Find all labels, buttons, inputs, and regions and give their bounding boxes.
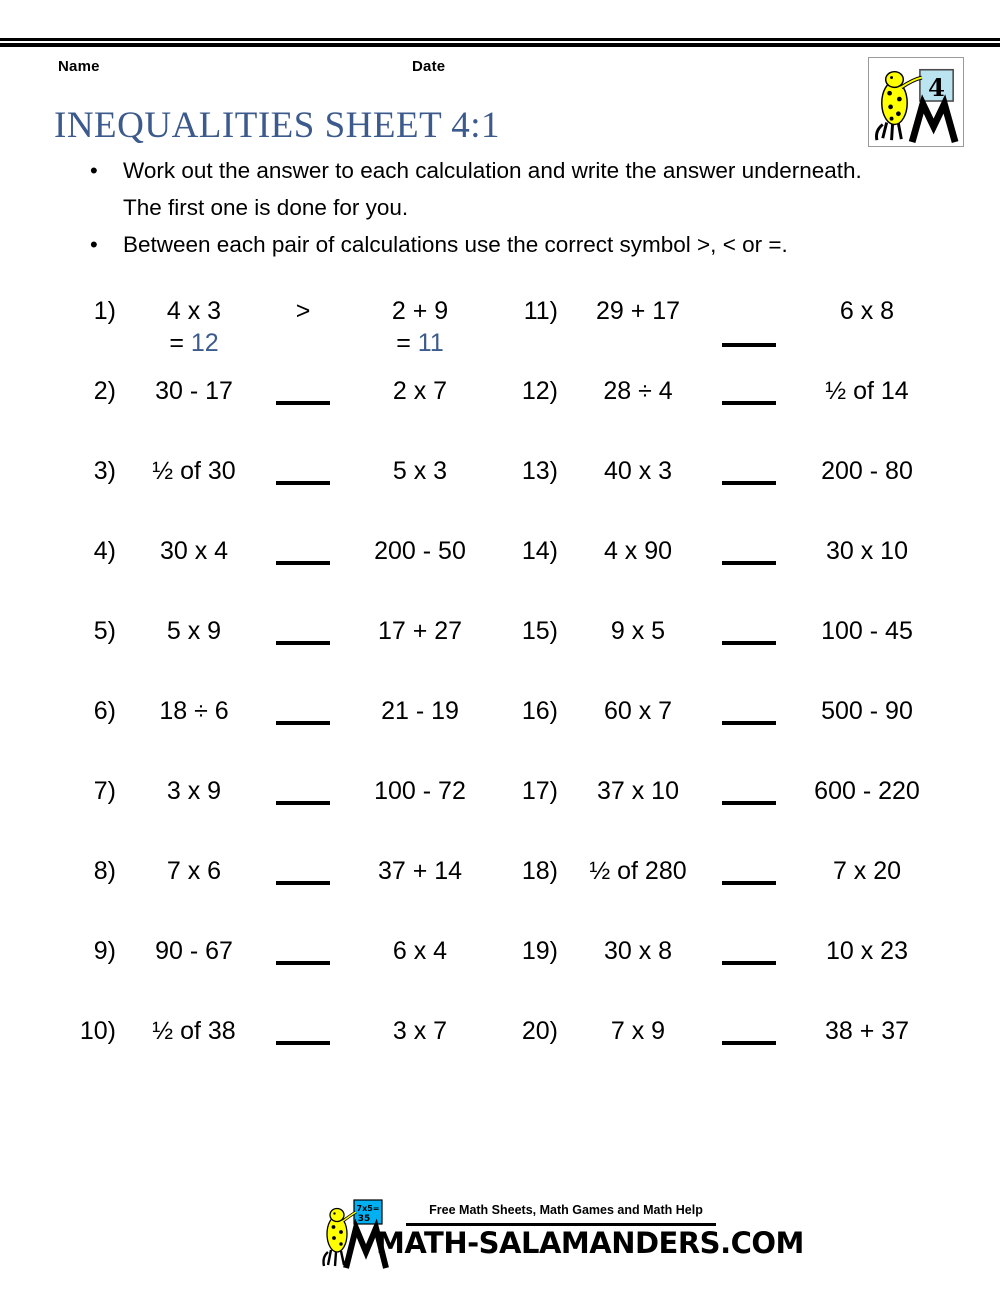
problem-17 (500, 768, 948, 848)
problem-number: 17) (521, 777, 558, 805)
expression-right: 6 x 8 (839, 297, 895, 325)
answer-blank[interactable] (276, 641, 330, 645)
problem-number: 1) (93, 297, 116, 325)
problem-6 (58, 688, 488, 768)
problem-1 (58, 288, 488, 368)
expression-left: 18 ÷ 6 (159, 697, 229, 725)
problem-16 (500, 688, 948, 768)
bullet-icon: • (90, 158, 98, 183)
problem-row (0, 848, 1000, 928)
answer-blank[interactable] (276, 481, 330, 485)
expression-right: 2 x 7 (392, 377, 448, 405)
footer-tagline: Free Math Sheets, Math Games and Math Help (429, 1203, 703, 1217)
problem-14 (500, 528, 948, 608)
problem-number: 18) (521, 857, 558, 885)
instruction-item-2 (84, 226, 944, 263)
problem-row (0, 768, 1000, 848)
problem-5 (58, 608, 488, 688)
svg-text:35: 35 (357, 1214, 371, 1224)
problem-number: 9) (93, 937, 116, 965)
problem-number: 5) (93, 617, 116, 645)
problem-row (0, 928, 1000, 1008)
problem-number: 19) (521, 937, 558, 965)
equals-sign: = (169, 329, 184, 357)
problem-number: 12) (521, 377, 558, 405)
answer-blank[interactable] (276, 801, 330, 805)
expression-right: 30 x 10 (825, 537, 908, 565)
expression-left: 37 x 10 (596, 777, 679, 805)
top-border-rule (0, 38, 1000, 47)
answer-blank[interactable] (722, 343, 776, 347)
expression-right: 37 + 14 (377, 857, 463, 885)
problem-11 (500, 288, 948, 368)
expression-left: 7 x 6 (166, 857, 222, 885)
instruction-text-1: Work out the answer to each calculation and write the answer underneath. (123, 158, 862, 183)
expression-left: 30 x 4 (159, 537, 229, 565)
date-label: Date (412, 58, 446, 75)
expression-right: 200 - 80 (821, 457, 913, 485)
expression-left: 30 - 17 (155, 377, 233, 405)
svg-text:4: 4 (928, 73, 946, 103)
problem-15 (500, 608, 948, 688)
instructions-list (84, 152, 944, 263)
expression-left: ½ of 280 (589, 857, 687, 885)
problem-row (0, 528, 1000, 608)
expression-left: 60 x 7 (603, 697, 673, 725)
answer-blank[interactable] (276, 961, 330, 965)
expression-right: 6 x 4 (392, 937, 448, 965)
expression-left: 28 ÷ 4 (603, 377, 673, 405)
problems-grid (0, 288, 1000, 1088)
problem-number: 6) (93, 697, 116, 725)
problem-row (0, 608, 1000, 688)
salamander-easel-logo-icon (868, 57, 964, 147)
expression-right: 2 + 9 (391, 297, 449, 325)
expression-left: 4 x 90 (603, 537, 673, 565)
expression-left: ½ of 30 (152, 457, 236, 485)
problem-row (0, 688, 1000, 768)
problem-18 (500, 848, 948, 928)
answer-blank[interactable] (276, 881, 330, 885)
problem-row (0, 448, 1000, 528)
problem-number: 11) (523, 297, 558, 325)
answer-blank[interactable] (722, 721, 776, 725)
problem-number: 4) (93, 537, 116, 565)
answer-value-left: 12 (190, 329, 219, 357)
worked-answer-left (120, 328, 268, 358)
instruction-text-2: Between each pair of calculations use the correct symbol >, < or =. (123, 232, 788, 257)
answer-blank[interactable] (722, 561, 776, 565)
answer-blank[interactable] (276, 401, 330, 405)
problem-number: 8) (93, 857, 116, 885)
name-date-row (0, 58, 1000, 84)
answer-blank[interactable] (722, 401, 776, 405)
footer (320, 1196, 804, 1272)
answer-blank[interactable] (722, 801, 776, 805)
instruction-text-1b: The first one is done for you. (123, 195, 409, 220)
problem-number: 7) (93, 777, 116, 805)
expression-right: 100 - 72 (374, 777, 466, 805)
problem-number: 3) (93, 457, 116, 485)
expression-right: 7 x 20 (832, 857, 902, 885)
worked-answer-right (340, 328, 500, 358)
page-title: INEQUALITIES SHEET 4:1 (54, 105, 501, 146)
problem-8 (58, 848, 488, 928)
problem-10 (58, 1008, 488, 1088)
problem-row (0, 288, 1000, 368)
expression-left: 30 x 8 (603, 937, 673, 965)
svg-text:7x5=: 7x5= (356, 1204, 380, 1213)
expression-right: 17 + 27 (377, 617, 463, 645)
expression-right: 600 - 220 (814, 777, 920, 805)
problem-number: 2) (93, 377, 116, 405)
expression-right: 3 x 7 (392, 1017, 448, 1045)
answer-blank[interactable] (722, 481, 776, 485)
expression-left: 5 x 9 (166, 617, 222, 645)
answer-blank[interactable] (722, 881, 776, 885)
expression-right: 38 + 37 (824, 1017, 910, 1045)
expression-right: 100 - 45 (821, 617, 913, 645)
expression-left: 3 x 9 (166, 777, 222, 805)
problem-13 (500, 448, 948, 528)
problem-20 (500, 1008, 948, 1088)
instruction-item-1 (84, 152, 944, 189)
bullet-icon: • (90, 232, 98, 257)
answer-blank[interactable] (722, 641, 776, 645)
problem-number: 15) (521, 617, 558, 645)
expression-left: 90 - 67 (155, 937, 233, 965)
expression-right: 21 - 19 (381, 697, 459, 725)
problem-number: 20) (521, 1017, 558, 1045)
expression-left: 4 x 3 (166, 297, 222, 325)
problem-number: 10) (79, 1017, 116, 1045)
problem-4 (58, 528, 488, 608)
expression-right: 200 - 50 (374, 537, 466, 565)
answer-blank[interactable] (276, 721, 330, 725)
answer-value-right: 11 (417, 329, 444, 357)
answer-blank[interactable] (722, 1041, 776, 1045)
expression-left: 29 + 17 (595, 297, 681, 325)
top-border-thin (0, 43, 1000, 47)
problem-3 (58, 448, 488, 528)
expression-left: 7 x 9 (610, 1017, 666, 1045)
expression-right: 500 - 90 (821, 697, 913, 725)
problem-number: 14) (521, 537, 558, 565)
equals-sign: = (396, 329, 411, 357)
expression-left: 40 x 3 (603, 457, 673, 485)
expression-right: 10 x 23 (825, 937, 908, 965)
answer-blank[interactable] (276, 1041, 330, 1045)
expression-right: 5 x 3 (392, 457, 448, 485)
comparison-symbol: > (295, 297, 311, 325)
problem-number: 16) (521, 697, 558, 725)
problem-19 (500, 928, 948, 1008)
problem-7 (58, 768, 488, 848)
answer-blank[interactable] (276, 561, 330, 565)
problem-9 (58, 928, 488, 1008)
name-label: Name (58, 58, 100, 75)
expression-left: ½ of 38 (152, 1017, 236, 1045)
problem-row (0, 1008, 1000, 1088)
problem-12 (500, 368, 948, 448)
expression-left: 9 x 5 (610, 617, 666, 645)
problem-number: 13) (521, 457, 558, 485)
top-border-thick (0, 38, 1000, 41)
problem-2 (58, 368, 488, 448)
footer-site-name: MATH-SALAMANDERS.COM (376, 1226, 804, 1260)
problem-row (0, 368, 1000, 448)
answer-blank[interactable] (722, 961, 776, 965)
expression-right: ½ of 14 (825, 377, 909, 405)
